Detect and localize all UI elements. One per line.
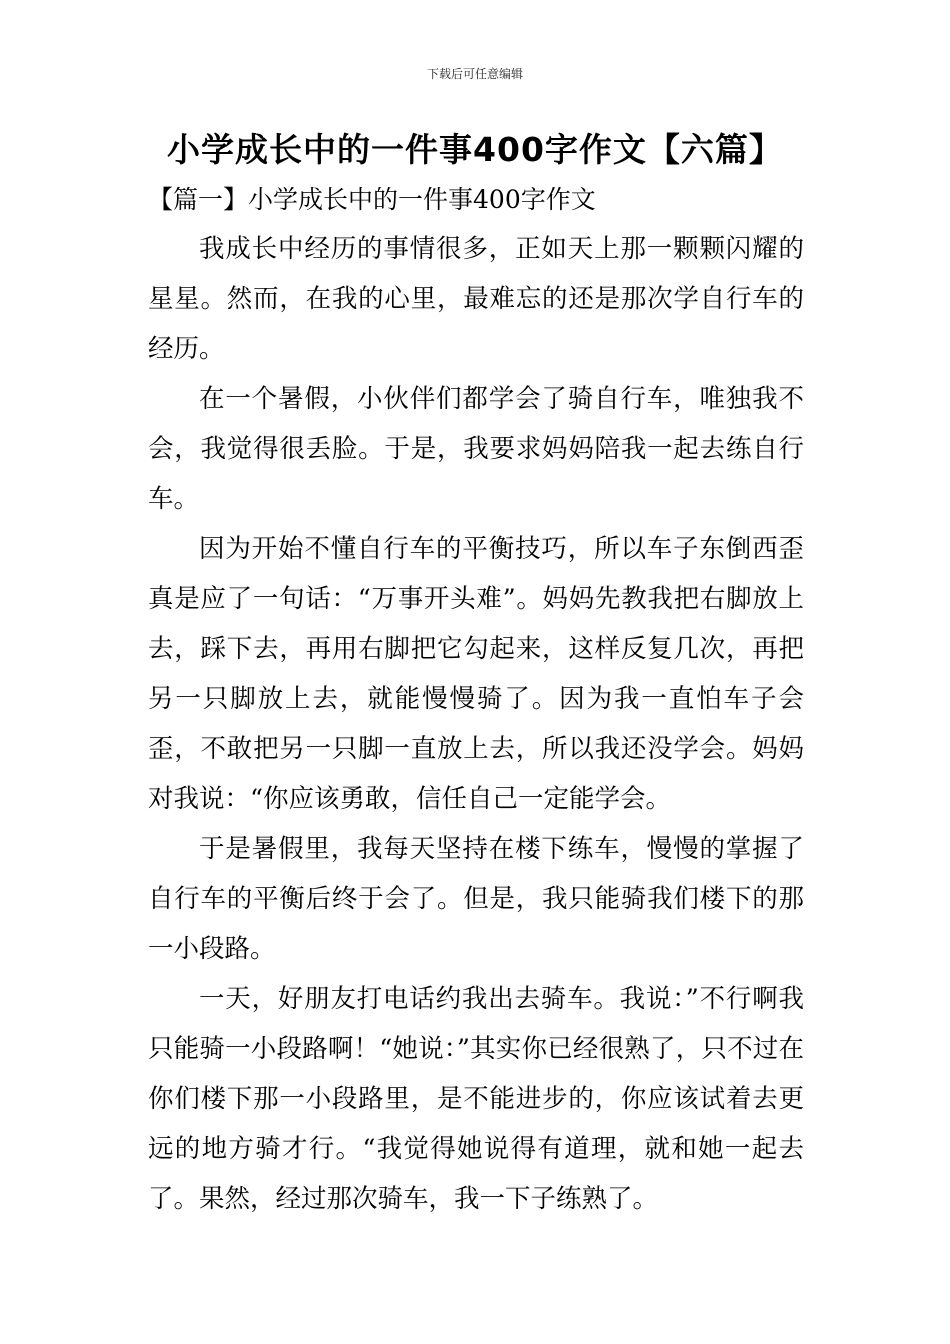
section-heading: 【篇一】小学成长中的一件事400字作文 [148, 185, 596, 214]
document-title: 小学成长中的一件事400字作文【六篇】 [167, 130, 783, 169]
paragraph-5: 一天，好朋友打电话约我出去骑车。我说：”不行啊我只能骑一小段路啊！“她说：”其实你已经很熟了，只不过在你们楼下那一小段路里，是不能进步的，你应该试着去更远的地方骑才行。“我觉得她说得有道理，就和她一起去了。果然，经过那次骑车，我一下子练熟了。 [148, 984, 804, 1214]
paragraph-3: 因为开始不懂自行车的平衡技巧，所以车子东倒西歪真是应了一句话：“万事开头难”。妈妈先教我把右脚放上去，踩下去，再用右脚把它勾起来，这样反复几次，再把另一只脚放上去，就能慢慢骑了。因为我一直怕车子会歪，不敢把另一只脚一直放上去，所以我还没学会。妈妈对我说：“你应该勇敢，信任自己一定能学会。 [148, 534, 804, 814]
article-body [148, 224, 804, 1224]
paragraph-4: 于是暑假里，我每天坚持在楼下练车，慢慢的掌握了自行车的平衡后终于会了。但是，我只能骑我们楼下的那一小段路。 [148, 834, 804, 964]
paragraph-2: 在一个暑假，小伙伴们都学会了骑自行车，唯独我不会，我觉得很丢脸。于是，我要求妈妈陪我一起去练自行车。 [148, 384, 804, 514]
paragraph-1: 我成长中经历的事情很多，正如天上那一颗颗闪耀的星星。然而，在我的心里，最难忘的还是那次学自行车的经历。 [148, 234, 804, 364]
header-note: 下载后可任意编辑 [426, 67, 523, 81]
